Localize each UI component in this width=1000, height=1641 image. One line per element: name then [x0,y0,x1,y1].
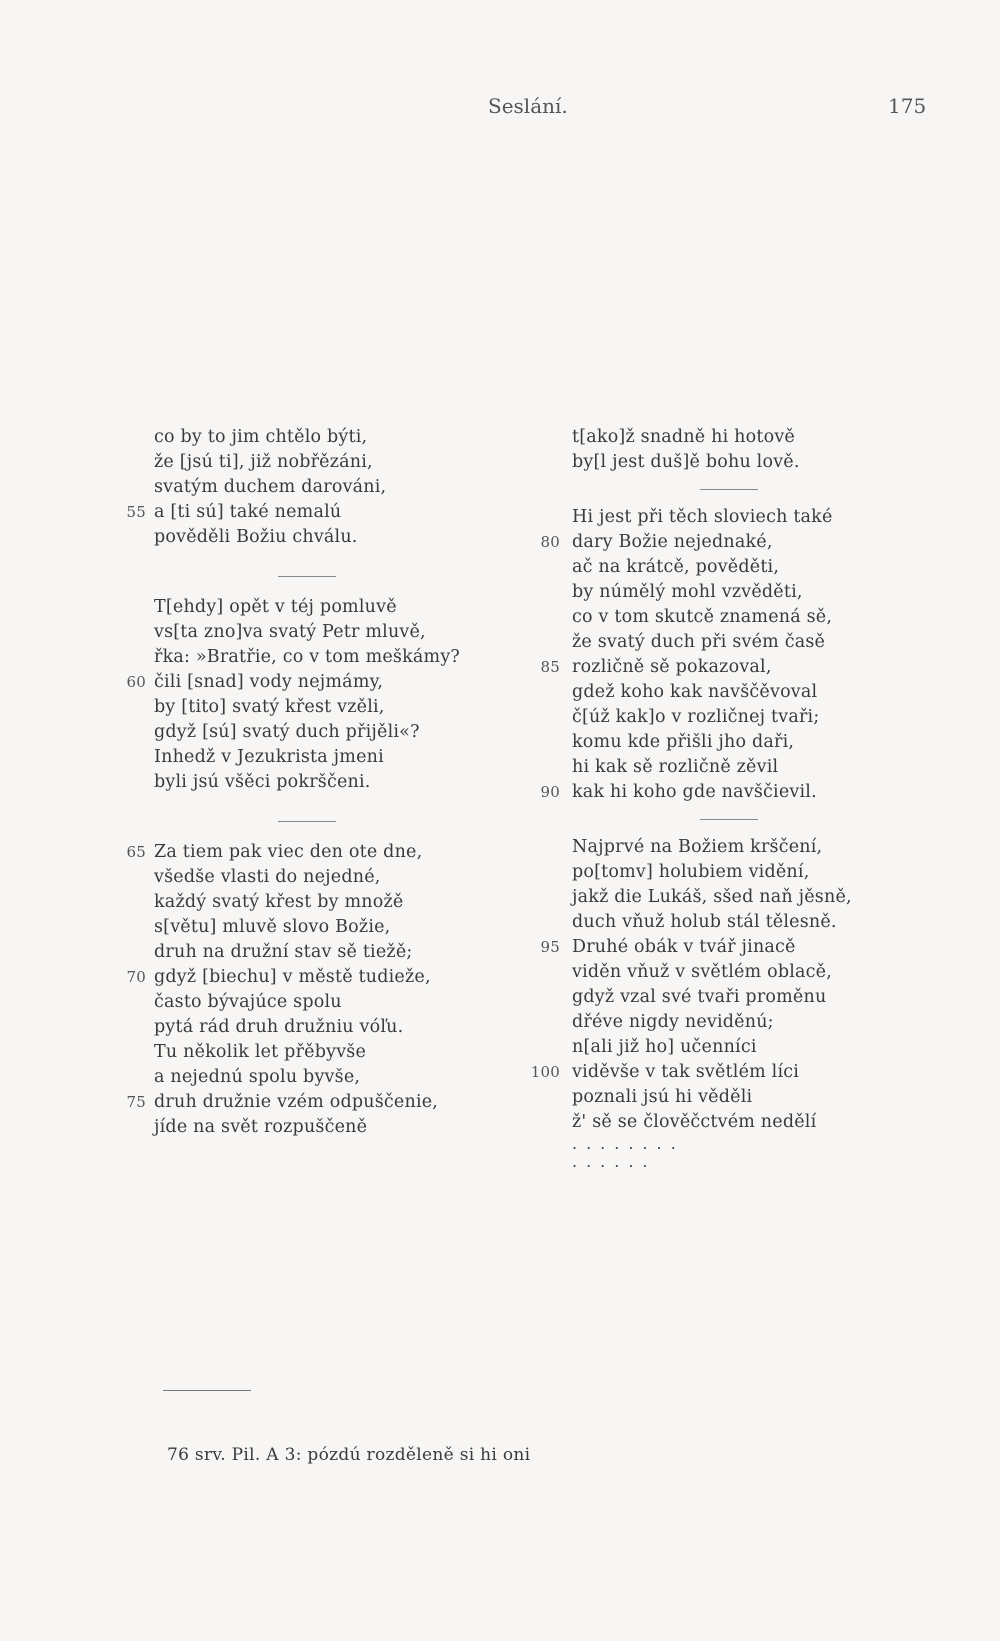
line-number: 70 [126,968,146,986]
line-number: 80 [540,533,560,551]
line-number: 55 [126,503,146,521]
page-number: 175 [888,94,927,118]
verse-text: čili [snad] vody nejmámy, [154,672,384,692]
verse-text: gdyž [biechu] v městě tudieže, [154,967,431,987]
verse-text: druh družnie vzém odpuščenie, [154,1092,439,1112]
verse-text: řka: »Bratřie, co v tom meškámy? [154,647,461,667]
verse-text: viděvše v tak světlém líci [572,1062,800,1082]
verse-text: gdyž [sú] svatý duch přijěli«? [154,722,420,742]
verse-text: by númělý mohl vzvěděti, [572,582,803,602]
verse-text: po[tomv] holubiem vidění, [572,862,810,882]
verse-text: co v tom skutcě znamená sě, [572,607,833,627]
verse-text: hi kak sě rozličně zěvil [572,757,779,777]
verse-text: poznali jsú hi věděli [572,1087,753,1107]
verse-text: Najprvé na Božiem krščení, [572,837,823,857]
verse-text: často bývajúce spolu [154,992,342,1012]
verse-text: gdyž vzal své tvaři proměnu [572,987,827,1007]
verse-text: viděn vňuž v světlém oblacě, [572,962,832,982]
line-number: 90 [540,783,560,801]
line-number: 60 [126,673,146,691]
verse-text: dary Božie nejednaké, [572,532,773,552]
page-header [0,90,1000,120]
verse-text: druh na družní stav sě tiežě; [154,942,413,962]
verse-text: každý svatý křest by množě [154,892,404,912]
verse-text: a [ti sú] také nemalú [154,502,342,522]
line-number: 65 [126,843,146,861]
verse-text: gdež koho kak navščěvoval [572,682,818,702]
verse-text: svatým duchem darováni, [154,477,387,497]
verse-text: co by to jim chtělo býti, [154,427,368,447]
verse-text: Inhedž v Jezukrista jmeni [154,747,384,767]
verse-text: ž' sě se člověčctvém nedělí [572,1112,817,1132]
verse-text: T[ehdy] opět v téj pomluvě [154,597,397,617]
verse-text: by[l jest duš]ě bohu lově. [572,452,800,472]
verse-text: Tu několik let přěbyvše [154,1042,367,1062]
verse-text: jíde na svět rozpuščeně [154,1117,368,1137]
line-number: 100 [530,1063,560,1081]
verse-text: pověděli Božiu chválu. [154,527,358,547]
verse-text: a nejednú spolu byvše, [154,1067,361,1087]
running-title: Seslání. [488,94,568,118]
ellipsis-dots: ........ ...... [572,1134,685,1171]
verse-text: t[ako]ž snadně hi hotově [572,427,795,447]
line-number: 75 [126,1093,146,1111]
verse-text: rozličně sě pokazoval, [572,657,772,677]
verse-text: č[úž kak]o v rozličnej tvaři; [572,707,820,727]
verse-text: jakž die Lukáš, sšed naň jěsně, [572,887,852,907]
verse-text: pytá rád druh družniu vóľu. [154,1017,404,1037]
verse-text: všedše vlasti do nejedné, [154,867,381,887]
verse-text: že [jsú ti], již nobřězáni, [154,452,373,472]
verse-text: s[větu] mluvě slovo Božie, [154,917,391,937]
verse-text: ač na krátcě, pověděti, [572,557,780,577]
verse-text: by [tito] svatý křest vzěli, [154,697,385,717]
verse-text: duch vňuž holub stál tělesně. [572,912,837,932]
verse-text: vs[ta zno]va svatý Petr mluvě, [154,622,426,642]
verse-text: že svatý duch při svém časě [572,632,826,652]
verse-text: Za tiem pak viec den ote dne, [154,842,423,862]
verse-text: komu kde přišli jho daři, [572,732,795,752]
footnote-rule [163,1390,251,1391]
verse-text: Druhé obák v tvář jinacě [572,937,796,957]
verse-text: n[ali již ho] učenníci [572,1037,757,1057]
footnote: 76 srv. Pil. A 3: pózdú rozděleně si hi oni [167,1445,531,1465]
line-number: 85 [540,658,560,676]
verse-text: byli jsú všěci pokrščeni. [154,772,371,792]
verse-text: Hi jest při těch sloviech také [572,507,833,527]
verse-text: dřéve nigdy neviděnú; [572,1012,774,1032]
verse-text: kak hi koho gde navščievil. [572,782,817,802]
line-number: 95 [540,938,560,956]
